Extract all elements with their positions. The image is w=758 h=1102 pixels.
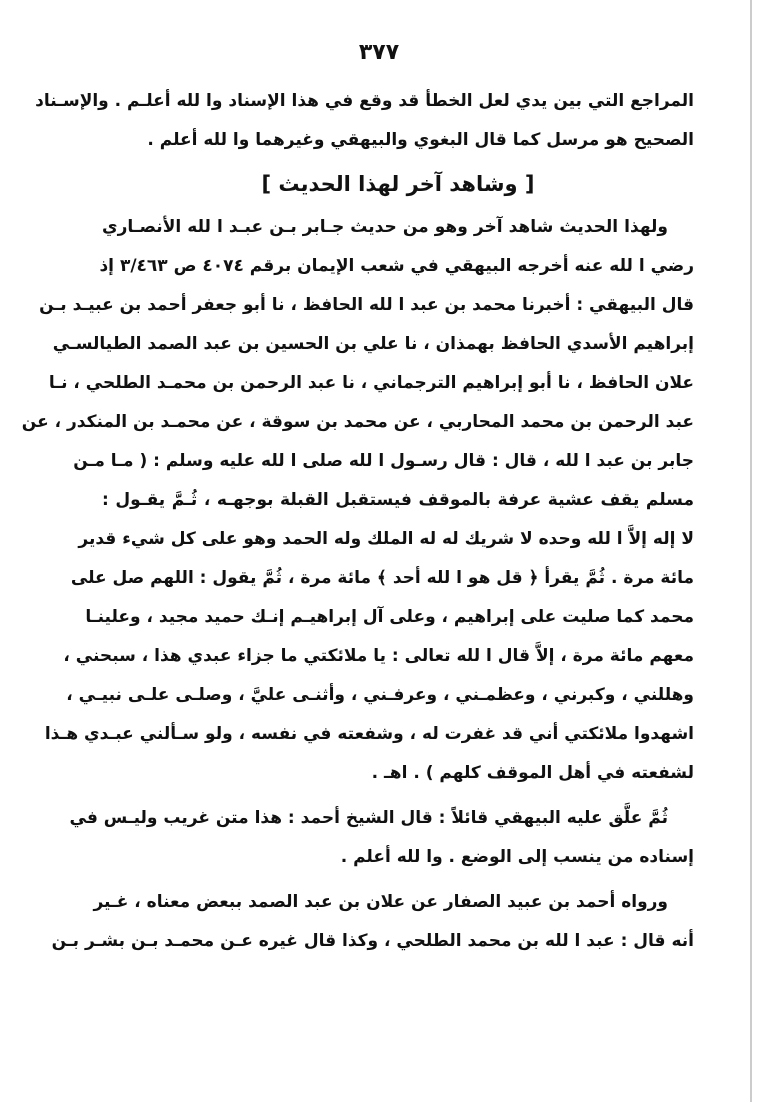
text-line: ورواه أحمد بن عبيد الصفار عن علان بن عبد الصمد ببعض معناه ، غـير (93, 892, 668, 912)
page-edge-shadow (750, 0, 752, 1102)
text-line: المراجع التي بين يدي لعل الخطأ قد وقع في هذا الإسناد وا لله أعلـم . والإسـناد (35, 91, 694, 111)
text-line: إبراهيم الأسدي الحافظ بهمذان ، نا علي بن الحسين بن عبد الصمد الطيالسـي (52, 334, 694, 354)
text-line: محمد كما صليت على إبراهيم ، وعلى آل إبراهيـم إنـك حميد مجيد ، وعلينـا (85, 607, 694, 627)
text-line: عبد الرحمن بن محمد المحاربي ، عن محمد بن سوقة ، عن محمـد بن المنكدر ، عن (21, 412, 694, 432)
text-line: مسلم يقف عشية عرفة بالموقف فيستقبل القبلة بوجهـه ، ثُـمَّ يقـول : (102, 490, 694, 510)
text-line: الصحيح هو مرسل كما قال البغوي والبيهقي وغيرهما وا لله أعلم . (147, 130, 694, 150)
text-line: لشفعته في أهل الموقف كلهم ) . اهـ . (371, 763, 694, 783)
page-number: ٣٧٧ (358, 40, 400, 65)
text-line: ثُمَّ علَّق عليه البيهقي قائلاً : قال الشيخ أحمد : هذا متن غريب وليـس في (69, 808, 668, 828)
text-line: أنه قال : عبد ا لله بن محمد الطلحي ، وكذا قال غيره عـن محمـد بـن بشـر بـن (51, 931, 694, 951)
text-line: علان الحافظ ، نا أبو إبراهيم الترجماني ، نا عبد الرحمن بن محمـد الطلحي ، نـا (48, 373, 694, 393)
text-line: قال البيهقي : أخبرنا محمد بن عبد ا لله الحافظ ، نا أبو جعفر أحمد بن عبيـد بـن (39, 295, 694, 315)
text-line: معهم مائة مرة ، إلاَّ قال ا لله تعالى : يا ملائكتي ما جزاء عبدي هذا ، سبحني ، (63, 646, 694, 666)
text-line: لا إله إلاَّ ا لله وحده لا شريك له له الملك وله الحمد وهو على كل شيء قدير (78, 529, 694, 549)
text-line: جابر بن عبد ا لله ، قال : قال رسـول ا لله صلى ا لله عليه وسلم : ( مـا مـن (73, 451, 694, 471)
text-line: وهللني ، وكبرني ، وعظمـني ، وعرفـني ، وأثنـى عليَّ ، وصلـى علـى نبيـي ، (66, 685, 694, 705)
text-line: ولهذا الحديث شاهد آخر وهو من حديث جـابر بـن عبـد ا لله الأنصـاري (102, 217, 668, 237)
text-line: رضي ا لله عنه أخرجه البيهقي في شعب الإيمان برقم ٤٠٧٤ ص ٣/٤٦٣ إذ (99, 256, 694, 276)
section-heading: [ وشاهد آخر لهذا الحديث ] (261, 172, 535, 196)
text-line: مائة مرة . ثُمَّ يقرأ ﴿ قل هو ا لله أحد ﴾ مائة مرة ، ثُمَّ يقول : اللهم صل على (70, 568, 694, 588)
body-text (21, 82, 694, 961)
text-line: إسناده من ينسب إلى الوضع . وا لله أعلم . (340, 847, 694, 867)
text-line: اشهدوا ملائكتي أني قد غفرت له ، وشفعته في نفسه ، ولو سـألني عبـدي هـذا (44, 724, 694, 744)
